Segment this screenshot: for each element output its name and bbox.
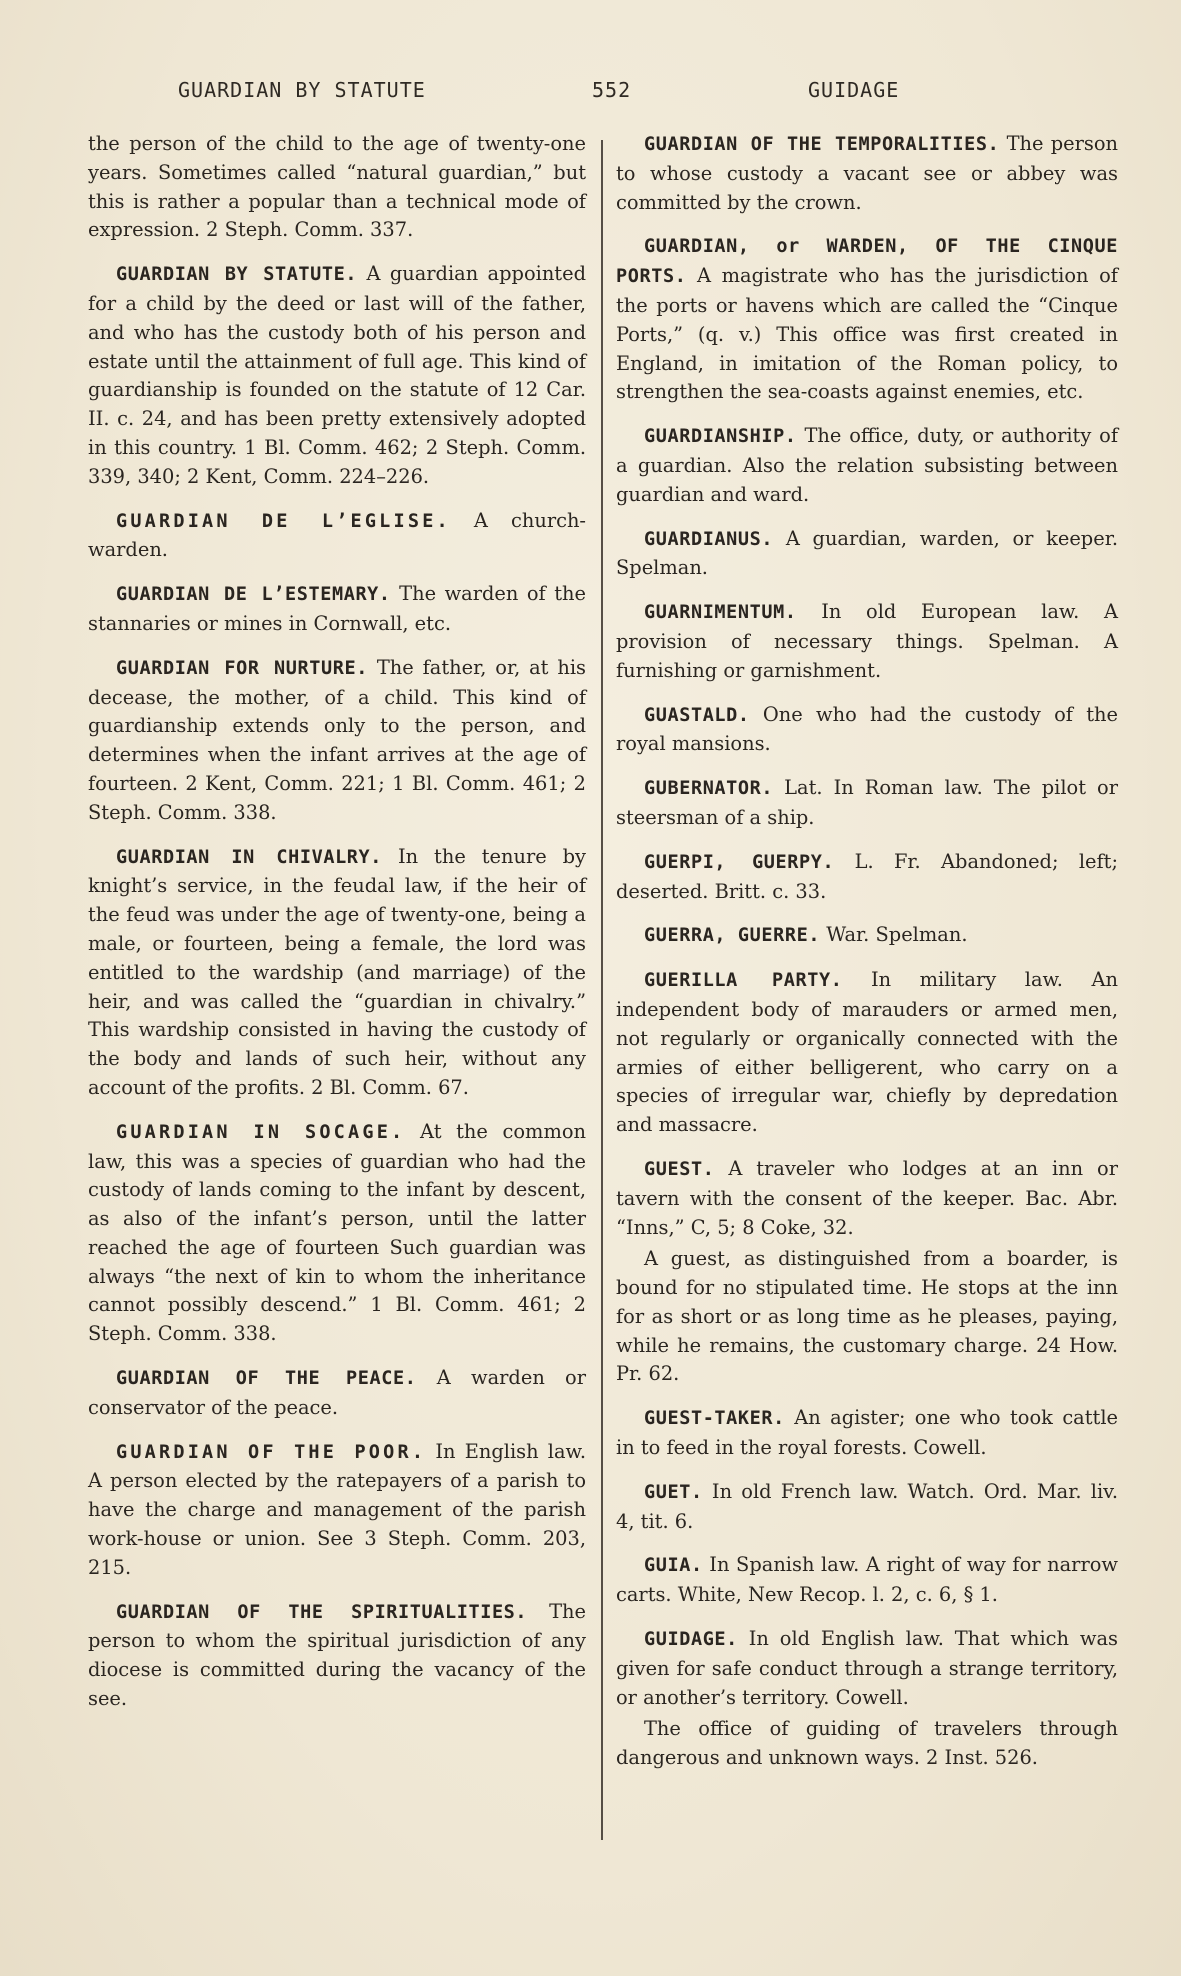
entry-text: A church-warden.: [88, 508, 586, 562]
entry-text: In the tenure by knight’s service, in the feudal law, if the heir of the feud was under the age of twenty-one, being a male, or fourteen, being a female, the lord was entitled to the wardship (and marriage) of the heir, and was called the “guardian in chivalry.” This wardship consisted in having the custody of the body and lands of such heir, without any account of the profits. 2 Bl. Comm. 67.: [88, 844, 586, 1099]
entry-headword: GUARDIAN, or WARDEN, OF THE CINQUE PORTS.: [616, 236, 1118, 288]
entry-text: A magistrate who has the jurisdiction of the ports or havens which are called the “Cinque Ports,” (q. v.) This office was first created in England, in imitation of the Roman policy, to strengthen the sea-coasts against enemies, etc.: [616, 264, 1118, 404]
entry-guest-taker: [616, 1404, 1118, 1463]
entry-guidage-continuation: [616, 1715, 1118, 1773]
entry-headword: GUERPI, GUERPY.: [644, 851, 835, 873]
right-column: [616, 130, 1118, 1788]
entry-guarnimentum: [616, 598, 1118, 685]
entry-headword: GUARDIANSHIP.: [644, 426, 797, 448]
entry-text: The person to whose custody a vacant see or abbey was committed by the crown.: [616, 132, 1118, 214]
entry-text: At the common law, this was a species of guardian who had the custody of lands coming to the infant by descent, as also of the infant’s person, until the latter reached the age of fourteen Such guardian was always “the next of kin to whom the inheritance cannot possibly descend.” 1 Bl. Comm. 461; 2 Steph. Comm. 338.: [88, 1119, 586, 1346]
entry-headword: GUET.: [644, 1481, 703, 1503]
entry-headword: GUEST.: [644, 1158, 715, 1180]
entry-headword: GUARDIAN FOR NURTURE.: [116, 657, 368, 679]
entry-text: In old English law. That which was given for safe conduct through a strange territory, or another’s territory. Cowell.: [616, 1627, 1118, 1709]
entry-text: The office, duty, or authority of a guardian. Also the relation subsisting between guardian and ward.: [616, 424, 1118, 506]
entry-guardianship: [616, 422, 1118, 509]
entry-headword: GUERILLA PARTY.: [644, 970, 843, 992]
entry-text: In old French law. Watch. Ord. Mar. liv. 4, tit. 6.: [616, 1479, 1118, 1533]
entry-text: In military law. An independent body of marauders or armed men, not regularly or organically connected with the armies of either belligerent, who carry on a species of irregular war, chiefly by depredation and massacre.: [616, 968, 1118, 1137]
entry-guardian-of-the-peace: [88, 1364, 586, 1423]
entry-guardian-of-the-poor: [88, 1438, 586, 1583]
entry-guardian-de-lestemary: [88, 580, 586, 639]
entry-guia: [616, 1551, 1118, 1610]
entry-guest: [616, 1155, 1118, 1242]
entry-guardian-in-chivalry: [88, 843, 586, 1103]
entry-text: An agister; one who took cattle in to feed in the royal forests. Cowell.: [616, 1406, 1118, 1460]
entry-text: A guest, as distinguished from a boarder, is bound for no stipulated time. He stops at the inn for as short or as long time as he pleases, paying, while he remains, the customary charge. 24 How. Pr. 62.: [616, 1247, 1118, 1386]
entry-text: Lat. In Roman law. The pilot or steersman of a ship.: [616, 776, 1118, 829]
entry-headword: GUARDIAN DE L’ESTEMARY.: [116, 584, 391, 606]
entry-text: The warden of the stannaries or mines in Cornwall, etc.: [88, 582, 586, 635]
entry-headword: GUARDIAN OF THE POOR.: [116, 1441, 427, 1463]
entry-text: The father, or, at his decease, the mother, of a child. This kind of guardianship extends only to the person, and determines when the infant arrives at the age of fourteen. 2 Kent, Comm. 221; 1 Bl. Comm. 461; 2 Steph. Comm. 338.: [88, 655, 587, 824]
entry-headword: GUARDIAN BY STATUTE.: [116, 264, 358, 286]
entry-text: A warden or conservator of the peace.: [88, 1366, 586, 1419]
entry-headword: GUBERNATOR.: [644, 778, 774, 800]
entry-gubernator: [616, 774, 1118, 833]
entry-headword: GUEST-TAKER.: [644, 1408, 785, 1430]
page-number: 552: [592, 78, 632, 102]
entry-guet: [616, 1478, 1118, 1537]
entry-guerpi: [616, 848, 1118, 907]
entry-headword: GUARDIANUS.: [644, 528, 774, 550]
running-head-right: GUIDAGE: [808, 78, 900, 102]
entry-guerilla-party: [616, 966, 1118, 1140]
entry-headword: GUIA.: [644, 1555, 703, 1577]
entry-text: A guardian, warden, or keeper. Spelman.: [616, 526, 1118, 580]
entry-guest-continuation: [616, 1245, 1118, 1389]
entry-guardian-in-socage: [88, 1118, 586, 1349]
entry-text: the person of the child to the age of twenty-one years. Sometimes called “natural guardian,” but this is rather a popular than a technical mode of expression. 2 Steph. Comm. 337.: [88, 132, 586, 242]
entry-text: The person to whom the spiritual jurisdiction of any diocese is committed during the vacancy of the see.: [88, 1599, 586, 1711]
entry-guardian-of-the-cinque-ports: [616, 232, 1118, 407]
entry-headword: GUERRA, GUERRE.: [644, 925, 821, 947]
entry-guardian-for-nurture: [88, 654, 586, 828]
entry-guerra: [616, 921, 1118, 951]
entry-headword: GUARDIAN OF THE SPIRITUALITIES.: [116, 1601, 528, 1623]
entry-text: War. Spelman.: [820, 923, 968, 947]
entry-guardian-by-statute: [88, 260, 586, 491]
left-column: [88, 130, 586, 1729]
entry-text: In Spanish law. A right of way for narrow carts. White, New Recop. l. 2, c. 6, § 1.: [616, 1553, 1118, 1607]
entry-guardian-de-leglise: [88, 507, 586, 566]
entry-headword: GUASTALD.: [644, 704, 750, 726]
entry-text: A traveler who lodges at an inn or tavern with the consent of the keeper. Bac. Abr. “Inns,” C, 5; 8 Coke, 32.: [616, 1156, 1118, 1239]
entry-headword: GUARDIAN IN CHIVALRY.: [116, 846, 383, 868]
entry-text: The office of guiding of travelers through dangerous and unknown ways. 2 Inst. 526.: [616, 1717, 1118, 1770]
entry-text: In old European law. A provision of necessary things. Spelman. A furnishing or garnishment.: [616, 600, 1118, 682]
entry-headword: GUARDIAN IN SOCAGE.: [116, 1121, 406, 1143]
entry-headword: GUARDIAN DE L’EGLISE.: [116, 510, 451, 532]
entry-guardian-of-the-temporalities: [616, 130, 1118, 217]
entry-text: L. Fr. Abandoned; left; deserted. Britt. c. 33.: [616, 849, 1119, 903]
entry-headword: GUARDIAN OF THE TEMPORALITIES.: [644, 134, 1000, 155]
entry-guastald: [616, 701, 1118, 760]
entry-guardianus: [616, 525, 1118, 584]
entry-text: One who had the custody of the royal mansions.: [616, 702, 1118, 756]
running-head: [0, 78, 1181, 108]
entry-text: A guardian appointed for a child by the deed or last will of the father, and who has the custody both of his person and estate until the attainment of full age. This kind of guardianship is founded on the statute of 12 Car. II. c. 24, and has been pretty extensively adopted in this country. 1 Bl. Comm. 462; 2 Steph. Comm. 339, 340; 2 Kent, Comm. 224–226.: [88, 262, 586, 488]
entry-guardian-of-the-spiritualities: [88, 1598, 586, 1714]
entry-text: In English law. A person elected by the ratepayers of a parish to have the charge and management of the parish work-house or union. See 3 Steph. Comm. 203, 215.: [88, 1439, 586, 1579]
entry-headword: GUARDIAN OF THE PEACE.: [116, 1368, 417, 1390]
entry-guidage: [616, 1625, 1118, 1712]
entry-continuation: [88, 130, 586, 245]
entry-headword: GUIDAGE.: [644, 1629, 738, 1651]
column-divider: [601, 140, 603, 1840]
entry-headword: GUARNIMENTUM.: [644, 602, 797, 624]
running-head-left: GUARDIAN BY STATUTE: [178, 78, 426, 102]
